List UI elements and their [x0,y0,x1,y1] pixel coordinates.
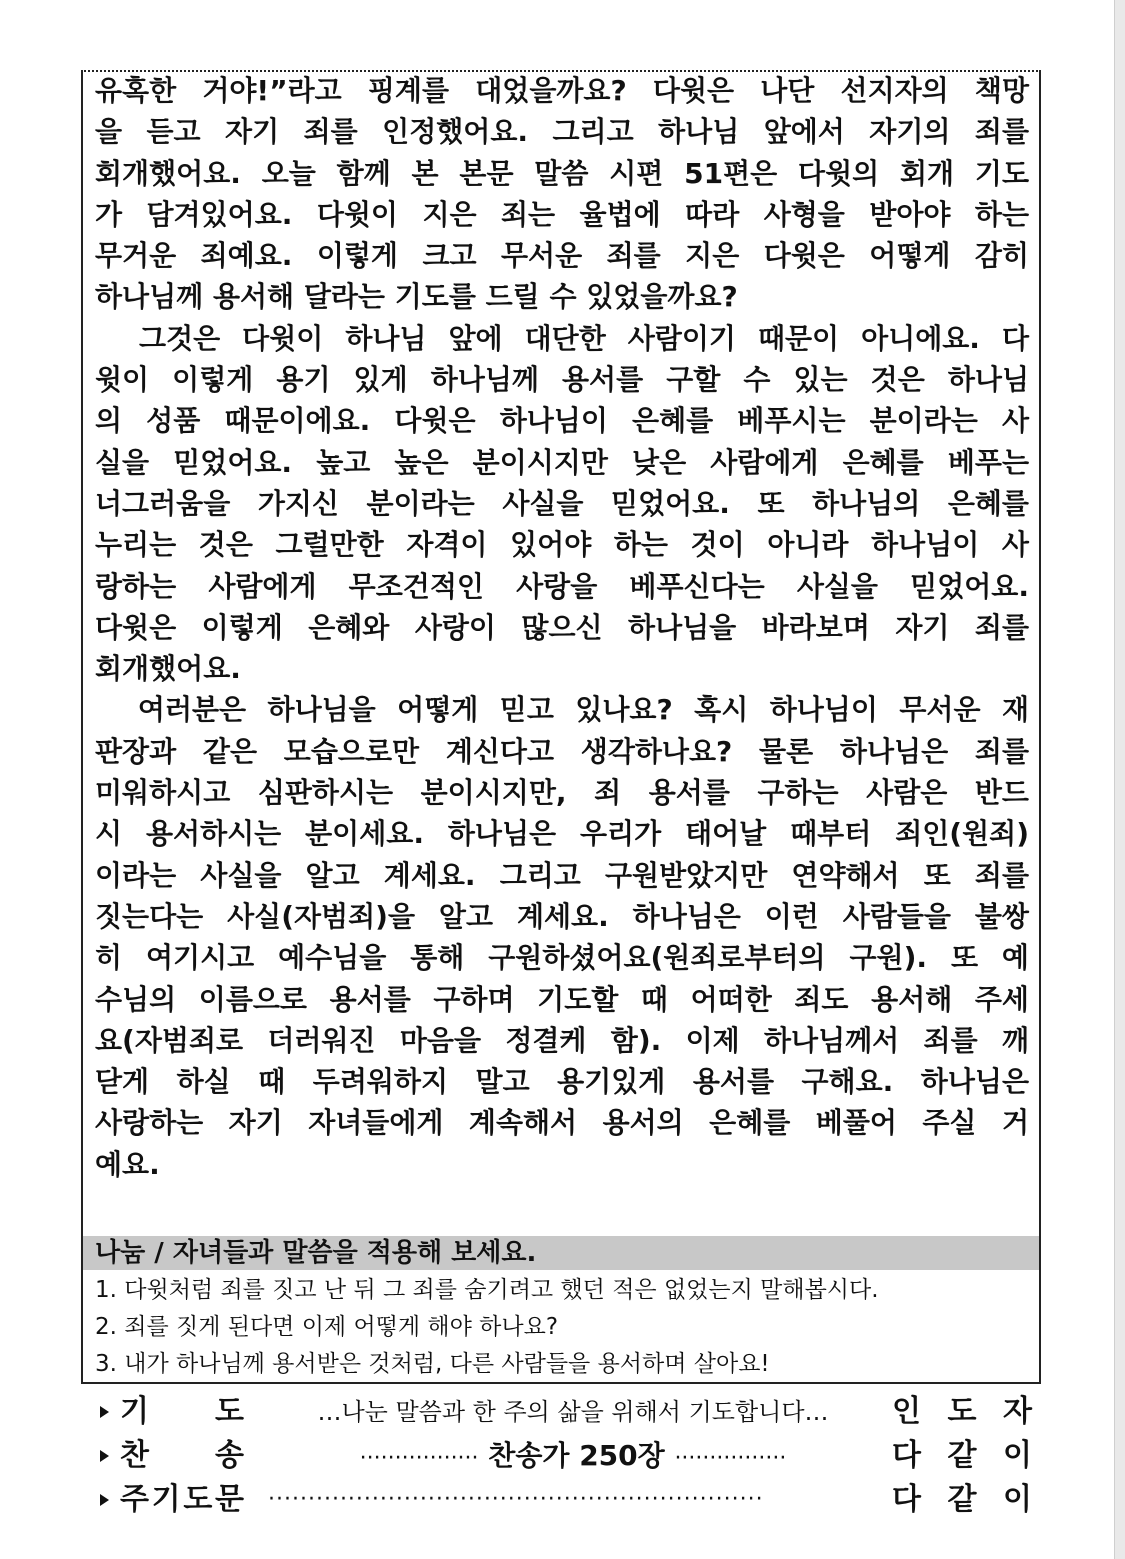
label-char: 도 [183,1482,213,1517]
body-line: 요(자범죄로 더러워진 마음을 정결케 함). 이제 하나님께서 죄를 깨 [95,1023,1029,1057]
body-line: 예요. [95,1147,160,1181]
body-line: 을 듣고 자기 죄를 인정했어요. 그리고 하나님 앞에서 자기의 죄를 [95,115,1029,149]
page-right-edge [1114,0,1125,1559]
question-item: 3. 내가 하나님께 용서받은 것처럼, 다른 사람들을 용서하며 살아요! [95,1351,770,1377]
body-line: 다윗은 이렇게 은혜와 사랑이 많으신 하나님을 바라보며 자기 죄를 [95,610,1029,644]
question-item: 2. 죄를 짓게 된다면 이제 어떻게 해야 하나요? [95,1314,559,1340]
body-line: 미워하시고 심판하시는 분이시지만, 죄 용서를 구하는 사람은 반드 [95,776,1029,810]
body-line: 이라는 사실을 알고 계세요. 그리고 구원받았지만 연약해서 또 죄를 [95,858,1029,892]
share-questions [95,1272,1029,1383]
order-label [120,1478,244,1522]
leader-char: 이 [1003,1482,1032,1517]
body-line: 윗이 이렇게 용기 있게 하나님께 용서를 구할 수 있는 것은 하나님 [95,363,1029,397]
order-detail: …나눈 말씀과 한 주의 삶을 위해서 기도합니다… [317,1398,829,1426]
hymn-number: 찬송가 250장 [488,1439,665,1472]
leader-char: 다 [892,1438,921,1473]
leader-char: 같 [947,1438,977,1473]
share-title: 나눔 / 자녀들과 말씀을 적용해 보세요. [95,1238,537,1268]
sermon-box [81,70,1041,1384]
label-char: 도 [215,1394,244,1429]
question-item: 1. 다윗처럼 죄를 짓고 난 뒤 그 죄를 숨기려고 했던 적은 없었는지 말해봅시다. [95,1277,879,1303]
order-leader [892,1390,1032,1434]
sermon-body [95,70,1029,1185]
leader-char: 인 [892,1394,921,1429]
body-line: 회개했어요. [95,652,241,686]
body-line: 여러분은 하나님을 어떻게 믿고 있나요? 혹시 하나님이 무서운 재 [95,693,1029,727]
leader-dots: ······························································ [268,1487,764,1512]
body-line: 실을 믿었어요. 높고 높은 분이시지만 낮은 사람에게 은혜를 베푸는 [95,445,1029,479]
label-char: 찬 [120,1438,149,1473]
body-line: 가 담겨있어요. 다윗이 지은 죄는 율법에 따라 사형을 받아야 하는 [95,197,1029,231]
worship-order [100,1390,1030,1522]
share-section-header [83,1236,1039,1270]
body-line: 히 여기시고 예수님을 통해 구원하셨어요(원죄로부터의 구원). 또 예 [95,941,1029,975]
body-line: 닫게 하실 때 두려워하지 말고 용기있게 용서를 구해요. 하나님은 [95,1065,1029,1099]
triangle-bullet-icon [100,1406,109,1418]
body-line: 유혹한 거야!”라고 핑계를 대었을까요? 다윗은 나단 선지자의 책망 [95,74,1029,107]
body-line: 사랑하는 자기 자녀들에게 계속해서 용서의 은혜를 베풀어 주실 거 [95,1106,1029,1140]
body-line: 누리는 것은 그럴만한 자격이 있어야 하는 것이 아니라 하나님이 사 [95,528,1029,562]
order-leader [892,1434,1032,1478]
leader-dots: ················ [674,1446,787,1471]
label-char: 송 [215,1438,244,1473]
label-char: 기 [120,1394,149,1429]
leader-char: 다 [892,1482,921,1517]
body-line: 그것은 다윗이 하나님 앞에 대단한 사람이기 때문이 아니에요. 다 [95,321,1029,355]
order-detail [268,1434,878,1481]
body-line: 랑하는 사람에게 무조건적인 사랑을 베푸신다는 사실을 믿었어요. [95,569,1029,603]
body-line: 의 성품 때문이에요. 다윗은 하나님이 은혜를 베푸시는 분이라는 사 [95,404,1029,438]
body-line: 하나님께 용서해 달라는 기도를 드릴 수 있었을까요? [95,280,738,314]
body-line: 짓는다는 사실(자범죄)을 알고 계세요. 하나님은 이런 사람들을 불쌍 [95,899,1029,933]
order-row-prayer [100,1390,1030,1434]
order-row-hymn [100,1434,1030,1478]
leader-char: 이 [1003,1438,1032,1473]
order-label [120,1390,244,1434]
leader-char: 자 [1003,1394,1032,1429]
triangle-bullet-icon [100,1494,109,1506]
body-line: 시 용서하시는 분이세요. 하나님은 우리가 태어날 때부터 죄인(원죄) [95,817,1029,851]
leader-dots: ················· [359,1446,479,1471]
label-char: 문 [215,1482,244,1517]
leader-char: 같 [947,1482,977,1517]
triangle-bullet-icon [100,1450,109,1462]
label-char: 기 [151,1482,181,1517]
body-line: 수님의 이름으로 용서를 구하며 기도할 때 어떠한 죄도 용서해 주세 [95,982,1029,1016]
order-leader [892,1478,1032,1522]
body-line: 회개했어요. 오늘 함께 본 본문 말씀 시편 51편은 다윗의 회개 기도 [95,156,1029,190]
body-line: 너그러움을 가지신 분이라는 사실을 믿었어요. 또 하나님의 은혜를 [95,486,1029,520]
body-line: 판장과 같은 모습으로만 계신다고 생각하나요? 물론 하나님은 죄를 [95,734,1029,768]
order-label [120,1434,244,1478]
label-char: 주 [120,1482,149,1517]
leader-char: 도 [947,1394,977,1429]
body-line: 무거운 죄예요. 이렇게 크고 무서운 죄를 지은 다윗은 어떻게 감히 [95,239,1029,273]
order-row-lords-prayer [100,1478,1030,1522]
